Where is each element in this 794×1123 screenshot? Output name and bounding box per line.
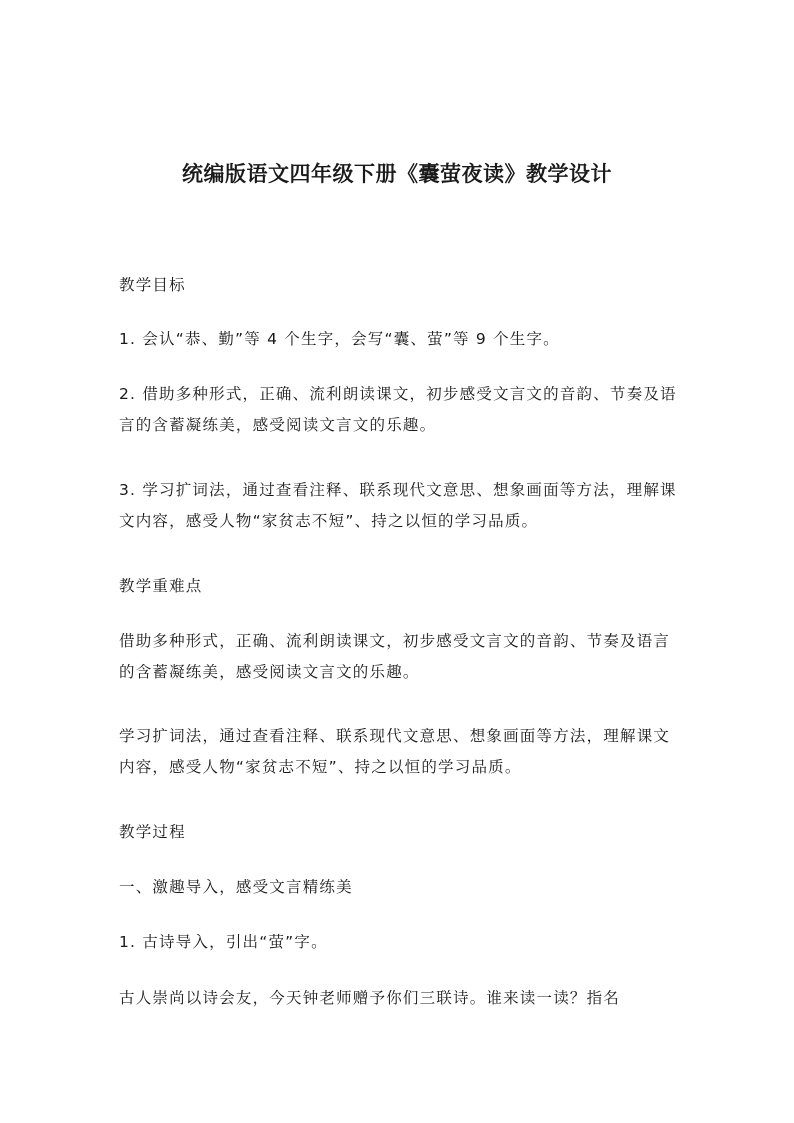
key-points-heading: 教学重难点 [119, 577, 203, 595]
objective-item-3: 3. 学习扩词法，通过查看注释、联系现代文意思、想象画面等方法，理解课文内容，感受人物“家贫志不短”、持之以恒的学习品质。 [119, 481, 677, 530]
process-paragraph: 古人崇尚以诗会友，今天钟老师赠予你们三联诗。谁来读一读？指名 [119, 989, 621, 1007]
process-heading: 教学过程 [119, 823, 186, 841]
objective-item-1: 1. 会认“恭、勤”等 4 个生字，会写“囊、萤”等 9 个生字。 [119, 330, 560, 348]
document-title: 统编版语文四年级下册《囊萤夜读》教学设计 [182, 162, 612, 186]
key-point-item-1: 借助多种形式，正确、流利朗读课文，初步感受文言文的音韵、节奏及语言的含蓄凝练美，感受阅读文言文的乐趣。 [119, 632, 671, 681]
objective-item-2: 2. 借助多种形式，正确、流利朗读课文，初步感受文言文的音韵、节奏及语言的含蓄凝练美，感受阅读文言文的乐趣。 [119, 385, 677, 434]
process-step-heading: 一、激趣导入，感受文言精练美 [119, 878, 353, 896]
objectives-heading: 教学目标 [119, 276, 186, 294]
key-point-item-2: 学习扩词法，通过查看注释、联系现代文意思、想象画面等方法，理解课文内容，感受人物“家贫志不短”、持之以恒的学习品质。 [119, 727, 671, 776]
process-sub-heading: 1. 古诗导入，引出“萤”字。 [119, 933, 328, 951]
